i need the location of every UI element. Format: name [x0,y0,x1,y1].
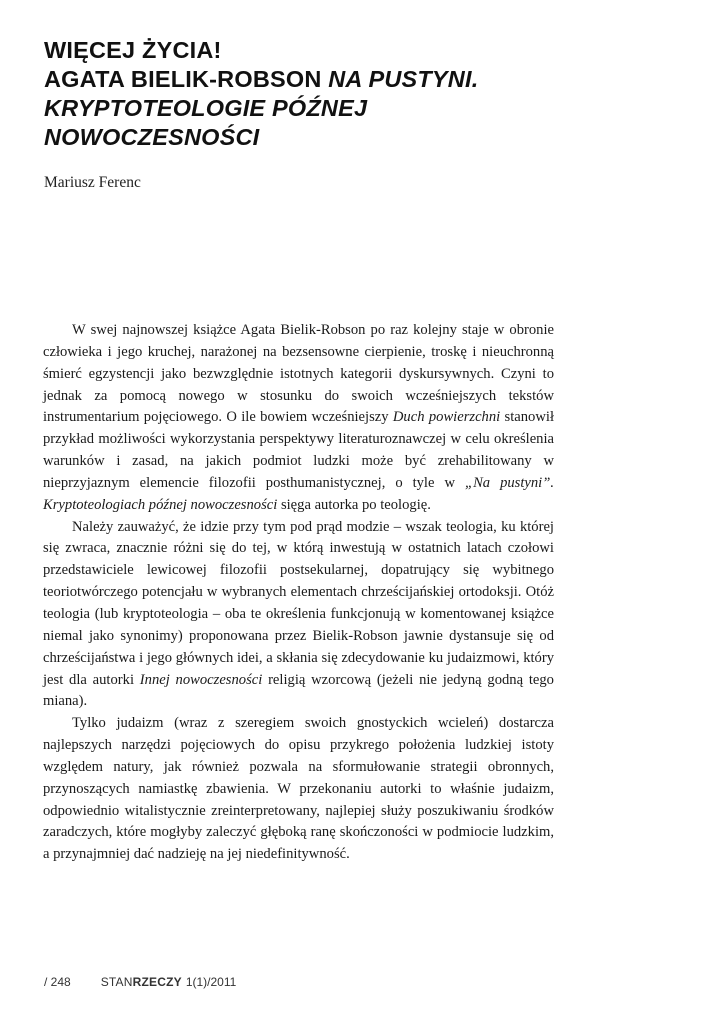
paragraph-3: Tylko judaizm (wraz z szeregiem swoich gnostyckich wcieleń) dostarcza najlepszych narzędzi pojęciowych do opisu przykrego położenia ludzkiej istoty względem natury, jak również pozwala na sformułowanie strategii obronnych, przynoszących namiastkę zbawienia. W przekonaniu autorki to właśnie judaizm, odpowiednio witalistycznie zreinterpretowany, najlepiej służy poszukiwaniu środków zaradczych, które mogłyby zaleczyć głęboką ranę skończoności w podmiocie ludzkim, a przynajmniej dać nadzieję na jej niedefinitywność. [43,715,554,863]
paragraph-2-text-a: Należy zauważyć, że idzie przy tym pod prąd modzie – wszak teologia, ku której się zwraca, znacznie różni się do tej, w którą inwestują w ostatnich latach czołowi przedstawiciele lewicowej filozofii postsekularnej, dopatrujący się wybitnego teoriotwórczego potencjału w wybranych elementach chrześcijańskiej ortodoksji. Otóż teologia (lub kryptoteologia – oba te określenia funkcjonują w komentowanej książce niemal jako synonimy) proponowana przez Bielik-Robson jawnie dystansuje się od chrześcijaństwa i jego głównych idei, a skłania się zdecydowanie ku judaizmowi, który jest dla autorki [43,518,554,688]
paragraph-1 [43,320,554,517]
page-footer [44,974,236,990]
title-line-1: WIĘCEJ ŻYCIA! [44,37,222,63]
paragraph-1-text-c: stanowił przykład możliwości wykorzystania perspektywy literaturoznawczej w celu określenia warunków i zasad, na jakich podmiot ludzki może być zrehabilitowany w nieprzyjaznym elemencie filozofii posthumanistycznej, o tyle w [43,409,555,491]
page-number: / 248 [44,975,71,989]
paragraph-1-text-a: W swej najnowszej książce Agata Bielik-Robson po raz kolejny staje w obronie człowieka i jego kruchej, narażonej na bezsensowne cierpienie, troskę i nieuchronną śmierć egzystencji jako bezwzględnie istotnych kategorii dyskursywnych. Czyni to jednak za pomocą nowego w stosunku do swoich wcześniejszych tekstów instrumentarium pojęciowego. O ile bowiem wcześniejszy [43,322,554,426]
title-line-4 [44,123,684,152]
title-line-3-italic: KRYPTOTEOLOGIE PÓŹNEJ [44,95,368,121]
paragraph-1-text-e: sięga autorka po teologię. [277,496,431,513]
title-line-2 [44,65,684,94]
journal-name-rzeczy: RZECZY [132,975,182,989]
title-line-2-upright: AGATA BIELIK-ROBSON [44,66,329,92]
title-line-4-italic: NOWOCZESNOŚCI [44,124,260,150]
title-line-2-italic: NA PUSTYNI. [328,66,479,92]
paragraph-2 [43,517,554,714]
cited-title-na-pustyni: „Na pustyni”. Kryptoteologiach późnej nowoczesności [43,474,554,513]
issue-number: 1(1)/2011 [185,975,237,989]
author-name: Mariusz Ferenc [44,174,141,191]
journal-name-stan: STAN [100,975,133,989]
title-line-3 [44,94,684,123]
cited-title-duch-powierzchni: Duch powierzchni [392,409,501,426]
article-body [43,320,554,866]
article-title [44,36,684,152]
paragraph-2-text-c: religią wzorcową (jeżeli nie jedyną godną tego miana). [43,671,554,710]
cited-title-innej-nowoczesnosci: Innej nowoczesności [139,671,263,688]
